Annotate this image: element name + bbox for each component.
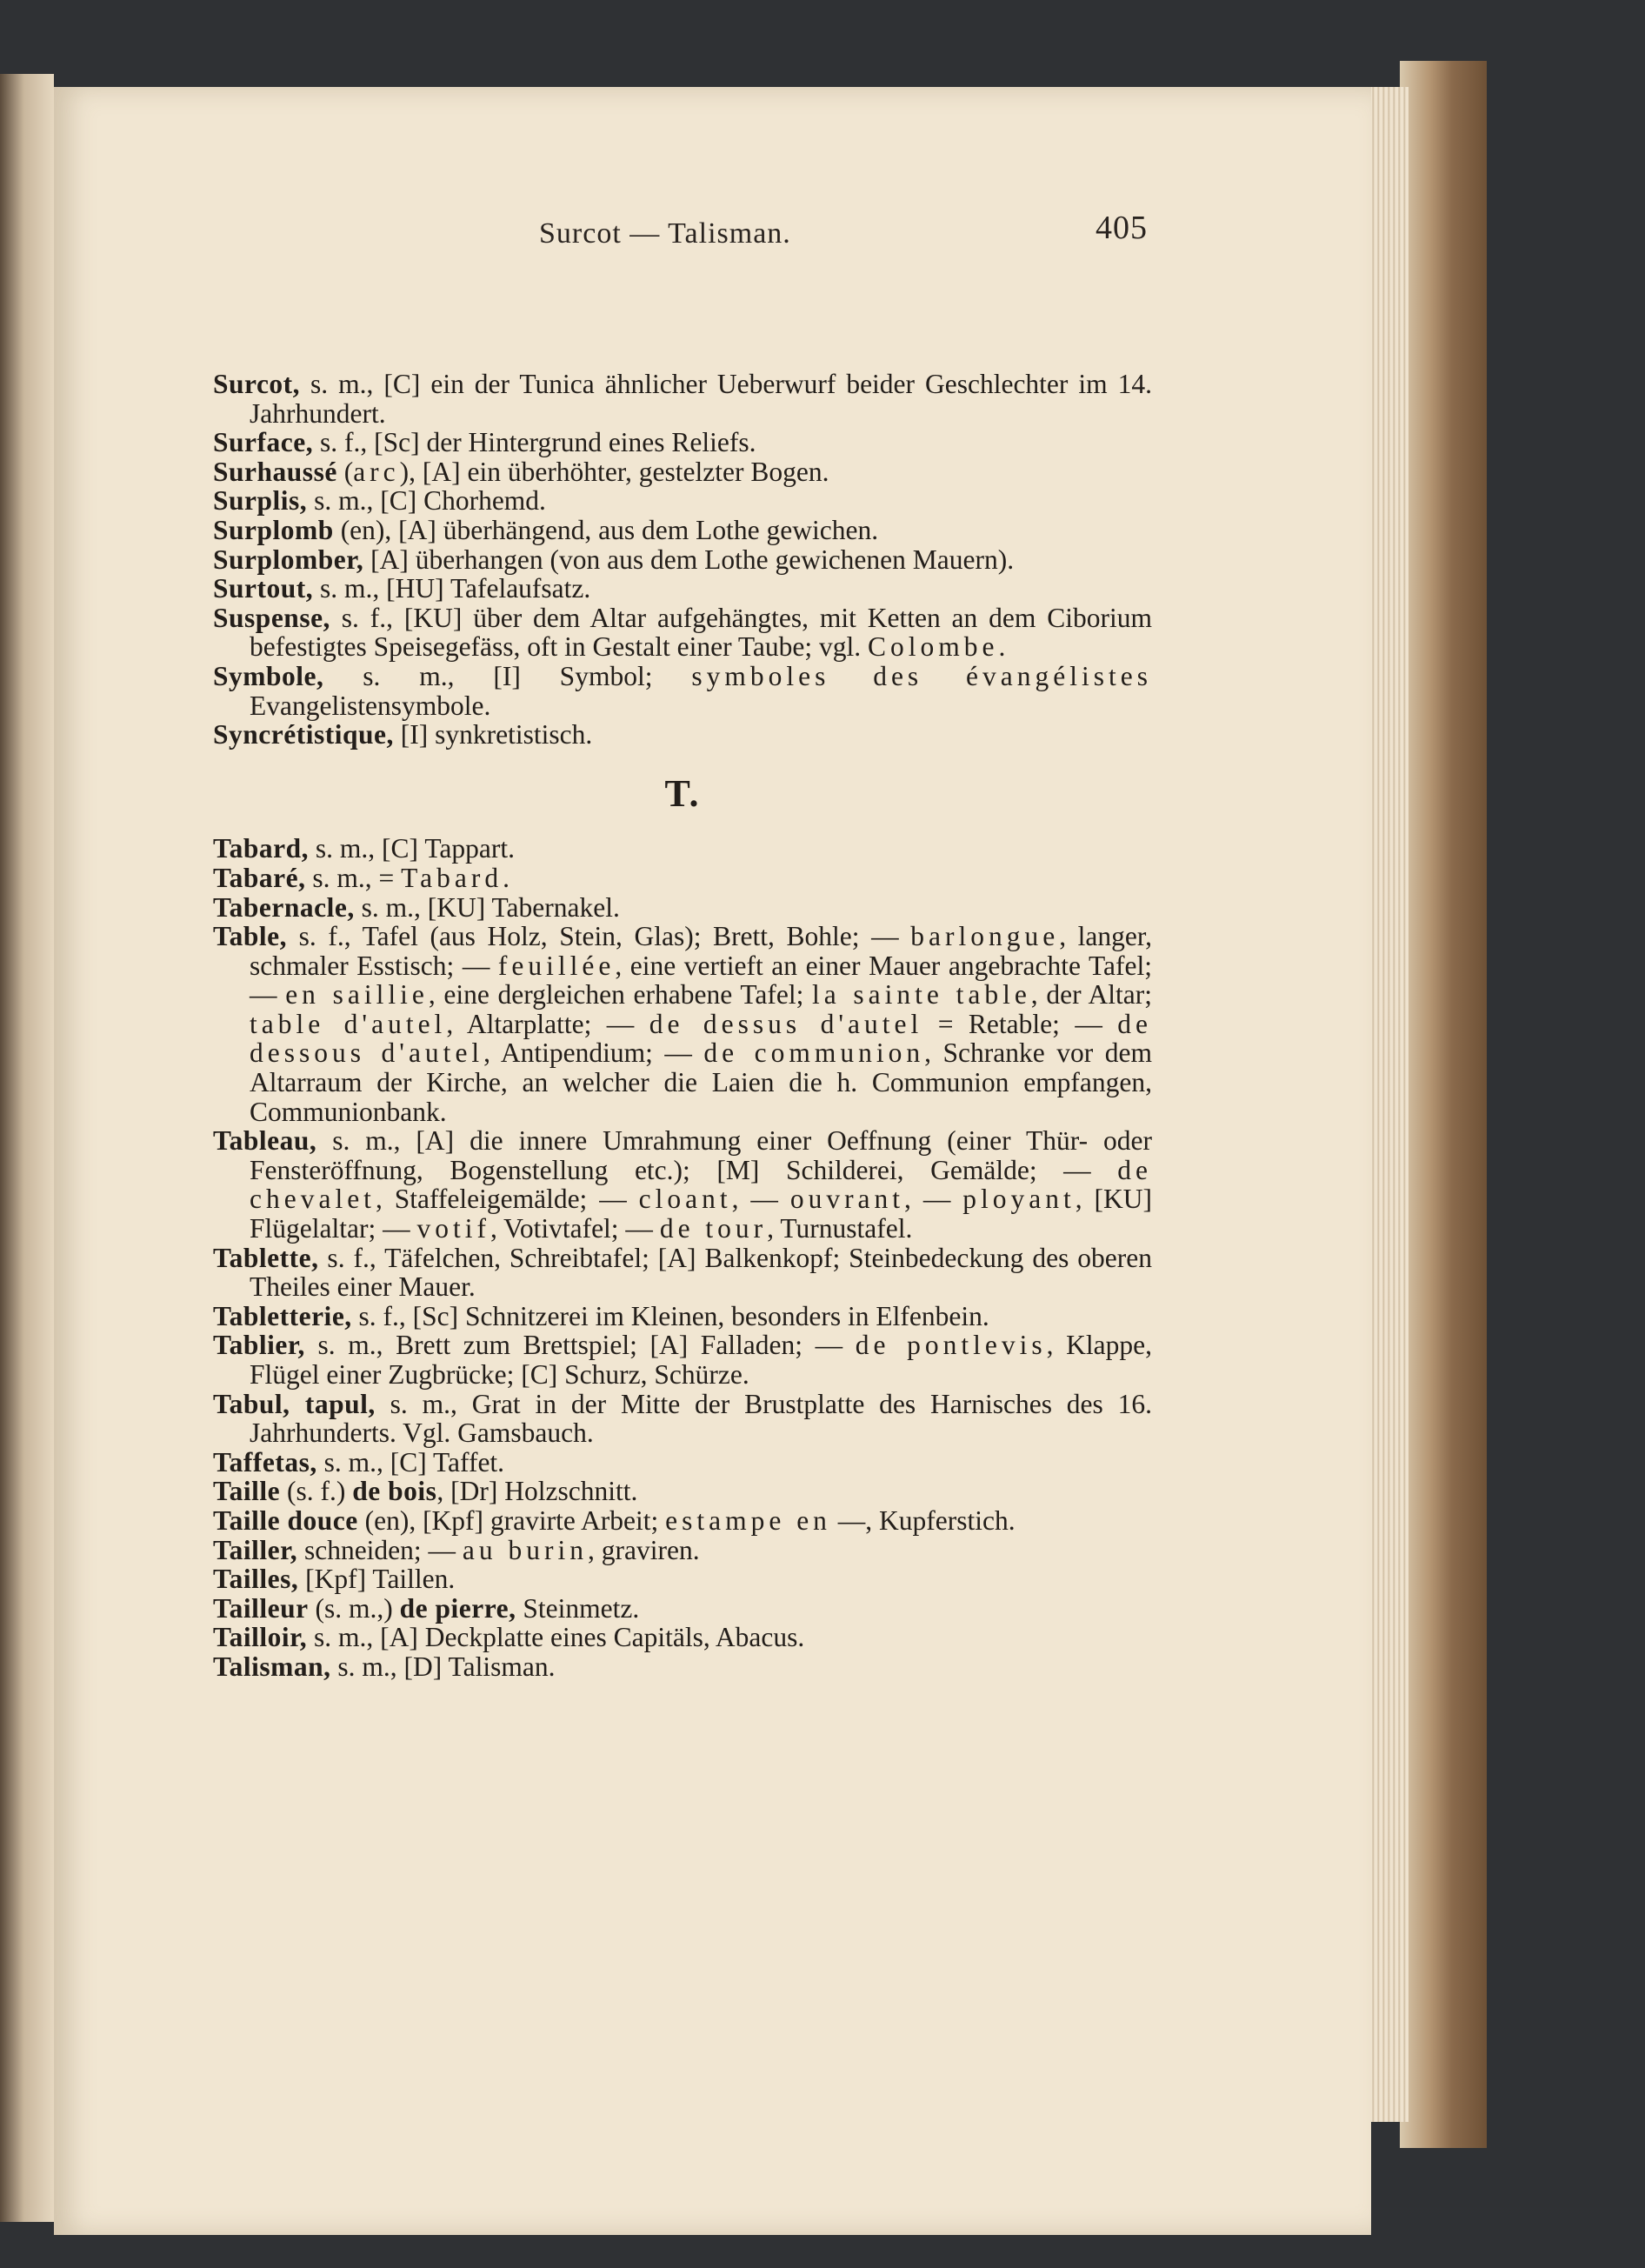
entry-text: s. m., Brett zum Brettspiel; [A] Falladen; — — [304, 1330, 856, 1361]
entry-french-term: ployant — [962, 1184, 1076, 1215]
book-binding-left — [0, 74, 54, 2222]
dictionary-entry — [213, 1244, 1152, 1302]
entry-french-term: cloant — [638, 1184, 732, 1215]
entry-headword: Tailler, — [213, 1534, 298, 1565]
entry-text: s. m., Grat in der Mitte der Brustplatte des Harnisches des 16. Jahrhunderts. Vgl. Gamsbauch. — [250, 1388, 1153, 1449]
page-number: 405 — [1096, 210, 1148, 246]
entry-headword: Surhaussé — [213, 456, 337, 487]
entry-french-term: ouvrant — [789, 1184, 905, 1215]
entry-french-term: Tabard — [401, 862, 503, 893]
entry-text: = Retable; — — [922, 1008, 1118, 1039]
entry-text: s. m., [C] Tappart. — [309, 833, 515, 864]
dictionary-entry — [213, 486, 1152, 516]
book-cover-edge — [1400, 61, 1487, 2148]
entry-text: s. f., [Sc] der Hintergrund eines Reliefs. — [313, 427, 756, 458]
entry-headword: Tabaré, — [213, 862, 306, 893]
entry-headword: Tabul, tapul, — [213, 1388, 376, 1419]
entry-french-term: barlongue — [910, 921, 1060, 952]
running-head — [487, 209, 1148, 261]
dictionary-entry — [213, 370, 1152, 428]
dictionary-entry — [213, 1390, 1152, 1448]
entry-text: Evangelistensymbole. — [250, 690, 491, 721]
dictionary-entry — [213, 662, 1152, 720]
entry-text: , Schranke vor dem Altarraum der Kirche, an welcher die Laien die h. Communion empfangen, Communionbank. — [250, 1037, 1152, 1127]
entry-headword: Table, — [213, 921, 287, 952]
entry-text: , eine vertieft an einer Mauer angebrachte Tafel; — — [250, 950, 1152, 1011]
dictionary-entry — [213, 428, 1152, 457]
entry-text: , — — [731, 1184, 790, 1215]
entry-headword: Tailloir, — [213, 1622, 308, 1653]
entry-text: , Votivtafel; — — [490, 1213, 660, 1244]
entry-french-term: votif — [416, 1213, 490, 1244]
dictionary-entry — [213, 1536, 1152, 1565]
entry-headword: Surplis, — [213, 485, 308, 517]
entry-subheadword: de bois — [352, 1476, 437, 1507]
entry-french-term: en saillie — [285, 979, 429, 1011]
dictionary-entry — [213, 1623, 1152, 1652]
entry-text: , graviren. — [588, 1534, 700, 1565]
entry-headword: Tailles, — [213, 1564, 299, 1595]
entry-french-term: arc — [353, 456, 400, 487]
entry-text: s. m., [C] Chorhemd. — [307, 485, 546, 517]
entry-french-term: Colombe — [868, 631, 999, 663]
entry-french-term: estampe en — [665, 1504, 831, 1536]
dictionary-entry — [213, 1594, 1152, 1624]
entry-headword: Tabard, — [213, 833, 310, 864]
entry-headword: Syncrétistique, — [213, 719, 394, 750]
entry-french-term: de tour — [659, 1213, 768, 1244]
entry-french-term: de dessus d'autel — [649, 1008, 923, 1039]
entry-headword: Tablette, — [213, 1242, 319, 1273]
entry-text: s. m., = — [305, 862, 402, 893]
entry-headword: Tabernacle, — [213, 891, 355, 923]
entry-text: s. f., Täfelchen, Schreibtafel; [A] Balkenkopf; Steinbedeckung des oberen Theiles einer Mauer. — [250, 1242, 1152, 1303]
entry-text: [Kpf] Taillen. — [298, 1564, 456, 1595]
entry-text: , Altarplatte; — — [446, 1008, 649, 1039]
entry-headword: Surplomb — [213, 514, 334, 545]
entry-text: s. m., [HU] Tafelaufsatz. — [313, 573, 591, 604]
dictionary-entry — [213, 893, 1152, 923]
entry-text: ), [A] ein überhöhter, gestelzter Bogen. — [399, 456, 829, 487]
entry-headword: Suspense, — [213, 602, 330, 633]
dictionary-entry — [213, 922, 1152, 1126]
dictionary-entry — [213, 720, 1152, 750]
entry-french-term: de chevalet — [250, 1154, 1152, 1215]
entry-headword: Taille douce — [213, 1504, 358, 1536]
entry-french-term: de dessous d'autel — [250, 1008, 1152, 1069]
entry-text: s. m., [A] Deckplatte eines Capitäls, Abacus. — [307, 1622, 805, 1653]
entry-text: . — [998, 631, 1006, 663]
entry-text: , [KU] Flügelaltar; — — [250, 1184, 1153, 1244]
entry-headword: Tailleur — [213, 1592, 309, 1624]
entry-text: , [Dr] Holzschnitt. — [436, 1476, 638, 1507]
entry-text: (s. f.) — [280, 1476, 353, 1507]
entry-text: (en), [Kpf] gravirte Arbeit; — [357, 1504, 666, 1536]
entry-text: [I] synkretistisch. — [393, 719, 593, 750]
entry-text: , Antipendium; — — [483, 1037, 704, 1069]
entry-headword: Tableau, — [213, 1125, 317, 1157]
entry-text: , — — [904, 1184, 963, 1215]
entry-text: s. m., [D] Talisman. — [330, 1651, 556, 1682]
entry-headword: Surcot, — [213, 369, 301, 399]
entry-text: , langer, schmaler Esstisch; — — [250, 921, 1152, 981]
entry-headword: Surplomber, — [213, 544, 364, 575]
entry-text: (en), [A] überhängend, aus dem Lothe gewichen. — [333, 514, 879, 545]
entry-text: —, Kupferstich. — [830, 1504, 1016, 1536]
entries-t-section — [213, 834, 1152, 1681]
entry-headword: Taffetas, — [213, 1446, 317, 1478]
entry-french-term: la sainte table — [812, 979, 1031, 1011]
dictionary-entry — [213, 1448, 1152, 1478]
entry-text: ( — [336, 456, 354, 487]
entry-text: s. m., [C] Taffet. — [316, 1446, 505, 1478]
entry-text: Steinmetz. — [516, 1592, 640, 1624]
dictionary-entry — [213, 834, 1152, 864]
entry-headword: Surtout, — [213, 573, 314, 604]
entry-subheadword: de pierre, — [399, 1592, 516, 1624]
dictionary-entry — [213, 1126, 1152, 1243]
entry-headword: Symbole, — [213, 660, 324, 691]
entry-text: s. f., [KU] über dem Altar aufgehängtes, mit Ketten an dem Ciborium befestigtes Speisegefäss, oft in Gestalt einer Taube; vgl. — [250, 602, 1152, 663]
entry-french-term: de pontlevis — [855, 1330, 1047, 1361]
dictionary-entry — [213, 545, 1152, 575]
entry-text: s. f., Tafel (aus Holz, Stein, Glas); Brett, Bohle; — — [287, 921, 911, 952]
entry-text: [A] überhangen (von aus dem Lothe gewichenen Mauern). — [363, 544, 1015, 575]
dictionary-entry — [213, 604, 1152, 662]
entry-french-term: de communion — [703, 1037, 925, 1069]
entry-text: s. m., [C] ein der Tunica ähnlicher Ueberwurf beider Geschlechter im 14. Jahrhundert. — [250, 369, 1152, 429]
entry-french-term: feuillée — [497, 950, 616, 981]
dictionary-entry — [213, 516, 1152, 545]
dictionary-entry — [213, 864, 1152, 893]
entry-french-term: table d'autel — [250, 1008, 447, 1039]
entry-headword: Tabletterie, — [213, 1300, 352, 1331]
running-head-title: Surcot — Talisman. — [539, 217, 791, 250]
entry-french-term: symboles des évangélistes — [691, 660, 1152, 691]
entry-text: , Turnustafel. — [767, 1213, 913, 1244]
entry-text: schneiden; — — [297, 1534, 463, 1565]
entry-text: s. m., [I] Symbol; — [323, 660, 692, 691]
entry-headword: Taille — [213, 1476, 281, 1507]
dictionary-content — [213, 370, 1152, 1682]
entry-text: , der Altar; — [1030, 979, 1152, 1011]
entry-headword: Tablier, — [213, 1330, 305, 1361]
entry-text: s. m., [A] die innere Umrahmung einer Oeffnung (einer Thür- oder Fensteröffnung, Bogenstellung etc.); [M] Schilderei, Gemälde; — — [250, 1125, 1152, 1185]
dictionary-entry — [213, 574, 1152, 604]
dictionary-entry — [213, 457, 1152, 487]
entry-text: (s. m.,) — [308, 1592, 400, 1624]
dictionary-entry — [213, 1564, 1152, 1594]
dictionary-entry — [213, 1302, 1152, 1331]
entry-text: , Staffeleigemälde; — — [375, 1184, 639, 1215]
entry-french-term: au burin — [462, 1534, 589, 1565]
dictionary-entry — [213, 1331, 1152, 1389]
entry-text: , eine dergleichen erhabene Tafel; — [428, 979, 813, 1011]
dictionary-entry — [213, 1506, 1152, 1536]
dictionary-entry — [213, 1477, 1152, 1506]
entry-headword: Surface, — [213, 427, 314, 458]
entry-text: , Klappe, Flügel einer Zugbrücke; [C] Schurz, Schürze. — [250, 1330, 1152, 1390]
entries-s-section — [213, 370, 1152, 750]
page-edges — [1369, 87, 1409, 2122]
section-letter-heading: T. — [664, 771, 701, 815]
dictionary-entry — [213, 1652, 1152, 1682]
entry-text: s. m., [KU] Tabernakel. — [354, 891, 620, 923]
entry-text: s. f., [Sc] Schnitzerei im Kleinen, besonders in Elfenbein. — [351, 1300, 989, 1331]
entry-headword: Talisman, — [213, 1651, 331, 1682]
entry-text: . — [503, 862, 510, 893]
